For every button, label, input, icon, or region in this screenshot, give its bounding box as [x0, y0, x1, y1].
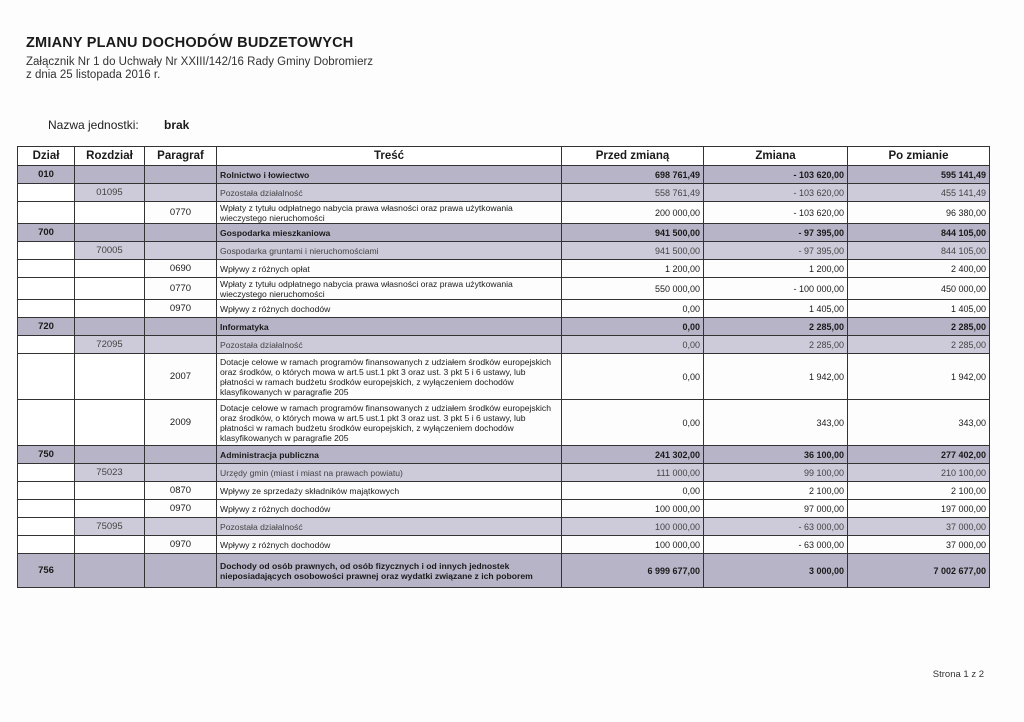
cell-rozdzial: 01095	[75, 184, 145, 202]
table-header-row	[18, 147, 990, 166]
table-row-rozdzial	[18, 518, 990, 536]
cell-tresc: Wpływy z różnych dochodów	[217, 536, 562, 554]
table-row-paragraf	[18, 482, 990, 500]
table-row-rozdzial	[18, 184, 990, 202]
cell-rozdzial	[75, 554, 145, 588]
cell-tresc: Pozostała działalność	[217, 336, 562, 354]
cell-paragraf	[145, 336, 217, 354]
cell-po-zmianie: 1 405,00	[848, 300, 990, 318]
cell-przed-zmiana: 111 000,00	[562, 464, 704, 482]
cell-paragraf: 0970	[145, 500, 217, 518]
cell-przed-zmiana: 550 000,00	[562, 278, 704, 300]
cell-przed-zmiana: 0,00	[562, 354, 704, 400]
table-row-dzial	[18, 446, 990, 464]
cell-tresc: Wpływy z różnych dochodów	[217, 300, 562, 318]
cell-dzial	[18, 300, 75, 318]
cell-dzial	[18, 336, 75, 354]
table-row-dzial	[18, 318, 990, 336]
cell-tresc: Dochody od osób prawnych, od osób fizycznych i od innych jednostek nieposiadających osobowości prawnej oraz wydatki związane z ich poborem	[217, 554, 562, 588]
cell-po-zmianie: 7 002 677,00	[848, 554, 990, 588]
cell-zmiana: - 100 000,00	[704, 278, 848, 300]
cell-zmiana: - 103 620,00	[704, 202, 848, 224]
cell-paragraf: 2009	[145, 400, 217, 446]
cell-paragraf	[145, 318, 217, 336]
cell-po-zmianie: 210 100,00	[848, 464, 990, 482]
cell-zmiana: 3 000,00	[704, 554, 848, 588]
cell-zmiana: 1 942,00	[704, 354, 848, 400]
cell-tresc: Wpływy z różnych dochodów	[217, 500, 562, 518]
cell-zmiana: 2 100,00	[704, 482, 848, 500]
cell-przed-zmiana: 698 761,49	[562, 166, 704, 184]
cell-rozdzial: 70005	[75, 242, 145, 260]
cell-dzial	[18, 400, 75, 446]
cell-paragraf	[145, 518, 217, 536]
cell-przed-zmiana: 941 500,00	[562, 224, 704, 242]
cell-tresc: Pozostała działalność	[217, 518, 562, 536]
cell-po-zmianie: 2 400,00	[848, 260, 990, 278]
cell-rozdzial: 72095	[75, 336, 145, 354]
cell-przed-zmiana: 241 302,00	[562, 446, 704, 464]
cell-paragraf	[145, 184, 217, 202]
cell-tresc: Informatyka	[217, 318, 562, 336]
cell-tresc: Gospodarka gruntami i nieruchomościami	[217, 242, 562, 260]
table-row-rozdzial	[18, 242, 990, 260]
cell-po-zmianie: 595 141,49	[848, 166, 990, 184]
cell-zmiana: 1 405,00	[704, 300, 848, 318]
cell-rozdzial	[75, 318, 145, 336]
cell-po-zmianie: 37 000,00	[848, 518, 990, 536]
cell-rozdzial	[75, 166, 145, 184]
cell-po-zmianie: 844 105,00	[848, 224, 990, 242]
budget-changes-table	[17, 146, 990, 588]
cell-zmiana: - 97 395,00	[704, 224, 848, 242]
column-header-przed-zmiana: Przed zmianą	[562, 147, 704, 166]
cell-przed-zmiana: 100 000,00	[562, 536, 704, 554]
table-row-paragraf	[18, 354, 990, 400]
cell-tresc: Administracja publiczna	[217, 446, 562, 464]
cell-zmiana: 99 100,00	[704, 464, 848, 482]
cell-tresc: Wpływy ze sprzedaży składników majątkowych	[217, 482, 562, 500]
cell-po-zmianie: 844 105,00	[848, 242, 990, 260]
cell-przed-zmiana: 1 200,00	[562, 260, 704, 278]
cell-dzial	[18, 260, 75, 278]
cell-tresc: Pozostała działalność	[217, 184, 562, 202]
cell-rozdzial	[75, 482, 145, 500]
table-row-paragraf	[18, 400, 990, 446]
cell-zmiana: - 63 000,00	[704, 518, 848, 536]
cell-rozdzial	[75, 500, 145, 518]
cell-dzial: 756	[18, 554, 75, 588]
cell-przed-zmiana: 0,00	[562, 400, 704, 446]
cell-paragraf: 0870	[145, 482, 217, 500]
cell-dzial	[18, 184, 75, 202]
cell-rozdzial	[75, 536, 145, 554]
cell-dzial	[18, 278, 75, 300]
cell-po-zmianie: 1 942,00	[848, 354, 990, 400]
cell-tresc: Dotacje celowe w ramach programów finansowanych z udziałem środków europejskich oraz środków, o których mowa w art.5 ust.1 pkt 3 oraz ust. 3 pkt 5 i 6 ustawy, lub płatności w ramach budżetu środków europejskich, z wyłączeniem dochodów klasyfikowanych w paragrafie 205	[217, 354, 562, 400]
cell-dzial	[18, 518, 75, 536]
cell-zmiana: 343,00	[704, 400, 848, 446]
cell-zmiana: - 97 395,00	[704, 242, 848, 260]
cell-po-zmianie: 2 285,00	[848, 318, 990, 336]
table-row-dzial	[18, 224, 990, 242]
cell-dzial	[18, 202, 75, 224]
cell-zmiana: 97 000,00	[704, 500, 848, 518]
cell-przed-zmiana: 0,00	[562, 482, 704, 500]
unit-name-label: Nazwa jednostki:	[48, 118, 139, 132]
column-header-tresc: Treść	[217, 147, 562, 166]
cell-paragraf: 0970	[145, 300, 217, 318]
cell-rozdzial: 75095	[75, 518, 145, 536]
document-subtitle-date: z dnia 25 listopada 2016 r.	[26, 69, 161, 81]
table-row-paragraf	[18, 300, 990, 318]
cell-zmiana: - 63 000,00	[704, 536, 848, 554]
table-row-rozdzial	[18, 336, 990, 354]
cell-przed-zmiana: 558 761,49	[562, 184, 704, 202]
cell-przed-zmiana: 200 000,00	[562, 202, 704, 224]
cell-zmiana: - 103 620,00	[704, 166, 848, 184]
cell-paragraf	[145, 166, 217, 184]
cell-dzial	[18, 242, 75, 260]
column-header-po-zmianie: Po zmianie	[848, 147, 990, 166]
document-subtitle-resolution: Załącznik Nr 1 do Uchwały Nr XXIII/142/16 Rady Gminy Dobromierz	[26, 56, 374, 68]
cell-zmiana: 2 285,00	[704, 336, 848, 354]
table-row-paragraf	[18, 202, 990, 224]
cell-rozdzial: 75023	[75, 464, 145, 482]
cell-dzial	[18, 536, 75, 554]
cell-paragraf	[145, 224, 217, 242]
cell-przed-zmiana: 6 999 677,00	[562, 554, 704, 588]
cell-paragraf: 0970	[145, 536, 217, 554]
cell-rozdzial	[75, 278, 145, 300]
cell-po-zmianie: 455 141,49	[848, 184, 990, 202]
cell-po-zmianie: 2 100,00	[848, 482, 990, 500]
cell-przed-zmiana: 0,00	[562, 318, 704, 336]
cell-rozdzial	[75, 202, 145, 224]
cell-tresc: Dotacje celowe w ramach programów finansowanych z udziałem środków europejskich oraz środków, o których mowa w art.5 ust.1 pkt 3 oraz ust. 3 pkt 5 i 6 ustawy, lub płatności w ramach budżetu środków europejskich, z wyłączeniem dochodów klasyfikowanych w paragrafie 205	[217, 400, 562, 446]
cell-przed-zmiana: 0,00	[562, 336, 704, 354]
cell-paragraf: 0770	[145, 278, 217, 300]
table-row-dzial	[18, 554, 990, 588]
cell-zmiana: 36 100,00	[704, 446, 848, 464]
cell-dzial	[18, 500, 75, 518]
table-row-paragraf	[18, 500, 990, 518]
cell-po-zmianie: 96 380,00	[848, 202, 990, 224]
column-header-rozdzial: Rozdział	[75, 147, 145, 166]
cell-paragraf: 0770	[145, 202, 217, 224]
cell-przed-zmiana: 100 000,00	[562, 518, 704, 536]
page-number: Strona 1 z 2	[932, 669, 984, 680]
cell-paragraf	[145, 242, 217, 260]
column-header-paragraf: Paragraf	[145, 147, 217, 166]
cell-rozdzial	[75, 300, 145, 318]
table-row-dzial	[18, 166, 990, 184]
cell-paragraf	[145, 464, 217, 482]
table-row-paragraf	[18, 536, 990, 554]
cell-paragraf	[145, 554, 217, 588]
cell-tresc: Gospodarka mieszkaniowa	[217, 224, 562, 242]
cell-dzial	[18, 464, 75, 482]
cell-tresc: Rolnictwo i łowiectwo	[217, 166, 562, 184]
cell-rozdzial	[75, 260, 145, 278]
cell-dzial: 720	[18, 318, 75, 336]
cell-dzial: 700	[18, 224, 75, 242]
cell-po-zmianie: 343,00	[848, 400, 990, 446]
cell-tresc: Urzędy gmin (miast i miast na prawach powiatu)	[217, 464, 562, 482]
cell-po-zmianie: 277 402,00	[848, 446, 990, 464]
cell-przed-zmiana: 0,00	[562, 300, 704, 318]
cell-rozdzial	[75, 446, 145, 464]
cell-tresc: Wpłaty z tytułu odpłatnego nabycia prawa własności oraz prawa użytkowania wieczystego nieruchomości	[217, 202, 562, 224]
cell-rozdzial	[75, 400, 145, 446]
column-header-dzial: Dział	[18, 147, 75, 166]
table-row-paragraf	[18, 260, 990, 278]
cell-dzial	[18, 482, 75, 500]
table-row-paragraf	[18, 278, 990, 300]
document-title: ZMIANY PLANU DOCHODÓW BUDZETOWYCH	[26, 35, 354, 51]
column-header-zmiana: Zmiana	[704, 147, 848, 166]
table-row-rozdzial	[18, 464, 990, 482]
cell-zmiana: 1 200,00	[704, 260, 848, 278]
cell-po-zmianie: 2 285,00	[848, 336, 990, 354]
cell-rozdzial	[75, 354, 145, 400]
cell-dzial: 750	[18, 446, 75, 464]
cell-dzial	[18, 354, 75, 400]
cell-po-zmianie: 197 000,00	[848, 500, 990, 518]
cell-zmiana: - 103 620,00	[704, 184, 848, 202]
cell-paragraf: 0690	[145, 260, 217, 278]
cell-dzial: 010	[18, 166, 75, 184]
cell-rozdzial	[75, 224, 145, 242]
cell-tresc: Wpływy z różnych opłat	[217, 260, 562, 278]
cell-po-zmianie: 37 000,00	[848, 536, 990, 554]
cell-przed-zmiana: 941 500,00	[562, 242, 704, 260]
unit-name-value: brak	[164, 118, 190, 132]
cell-przed-zmiana: 100 000,00	[562, 500, 704, 518]
cell-zmiana: 2 285,00	[704, 318, 848, 336]
cell-tresc: Wpłaty z tytułu odpłatnego nabycia prawa własności oraz prawa użytkowania wieczystego nieruchomości	[217, 278, 562, 300]
cell-paragraf: 2007	[145, 354, 217, 400]
cell-paragraf	[145, 446, 217, 464]
cell-po-zmianie: 450 000,00	[848, 278, 990, 300]
